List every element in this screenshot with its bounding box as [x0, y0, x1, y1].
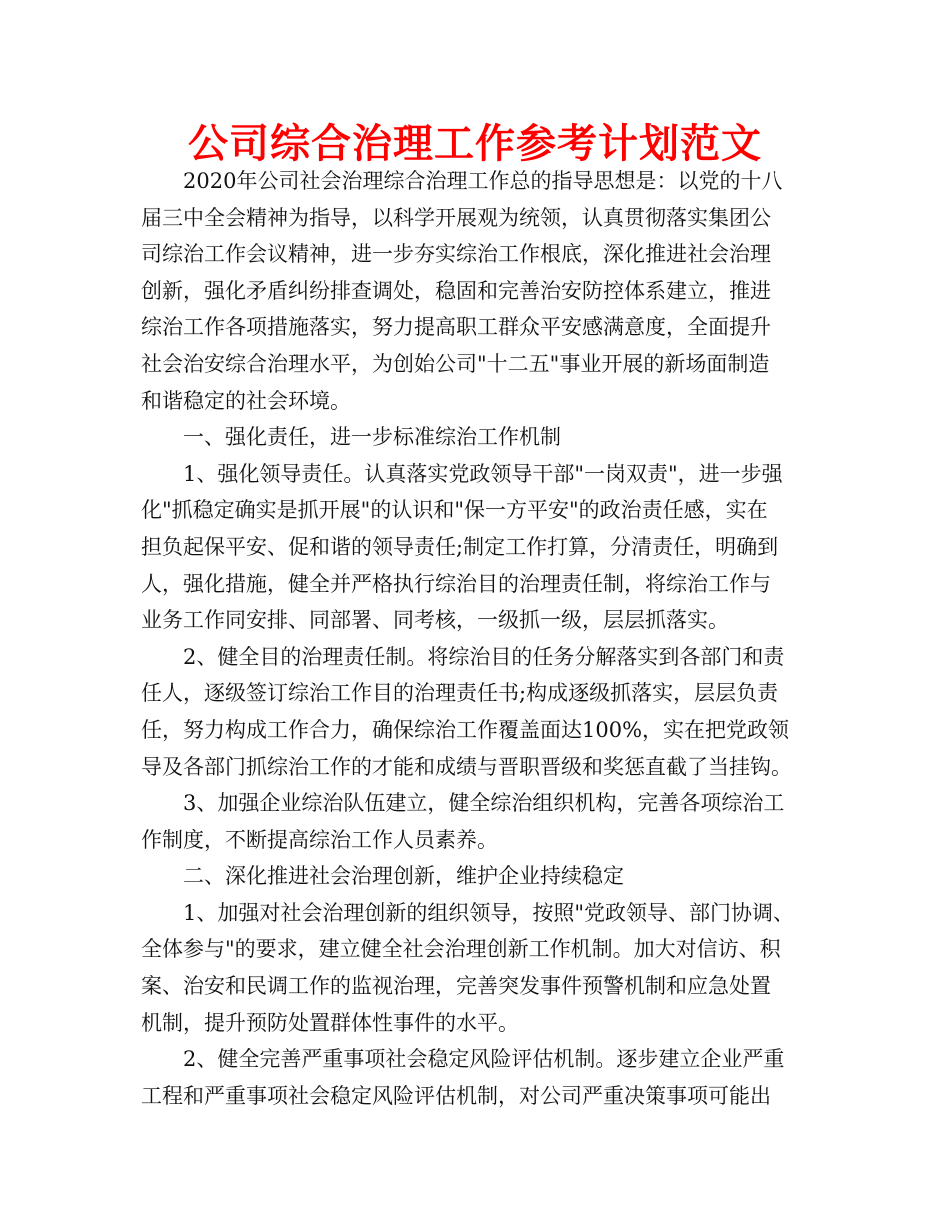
- paragraph-line: 导及各部门抓综治工作的才能和成绩与晋职晋级和奖惩直截了当挂钩。: [141, 754, 792, 779]
- document-title: 公司综合治理工作参考计划范文: [188, 121, 762, 167]
- paragraph-line: 人，强化措施，健全并严格执行综治目的治理责任制，将综治工作与: [141, 571, 771, 596]
- paragraph-line: 任人，逐级签订综治工作目的治理责任书;构成逐级抓落实，层层负责: [141, 681, 779, 706]
- paragraph-line: 2、健全完善严重事项社会稳定风险评估机制。逐步建立企业严重: [183, 1047, 785, 1072]
- paragraph-line: 届三中全会精神为指导，以科学开展观为统领，认真贯彻落实集团公: [141, 205, 771, 230]
- paragraph-line: 2、健全目的治理责任制。将综治目的任务分解落实到各部门和责: [183, 644, 785, 669]
- paragraph-line: 作制度，不断提高综治工作人员素养。: [141, 827, 498, 852]
- paragraph-line: 全体参与"的要求，建立健全社会治理创新工作机制。加大对信访、积: [141, 937, 781, 962]
- paragraph-line: 和谐稳定的社会环境。: [141, 388, 351, 413]
- paragraph-line: 担负起保平安、促和谐的领导责任;制定工作打算，分清责任，明确到: [141, 534, 779, 559]
- paragraph-line: 创新，强化矛盾纠纷排查调处，稳固和完善治安防控体系建立，推进: [141, 278, 771, 303]
- paragraph-line: 3、加强企业综治队伍建立，健全综治组织机构，完善各项综治工: [183, 791, 785, 816]
- paragraph-line: 2020年公司社会治理综合治理工作总的指导思想是：以党的十八: [183, 169, 783, 193]
- paragraph-line: 1、加强对社会治理创新的组织领导，按照"党政领导、部门协调、: [183, 900, 795, 925]
- paragraph-line: 任，努力构成工作合力，确保综治工作覆盖面达100%，实在把党政领: [141, 717, 790, 742]
- paragraph-line: 化"抓稳定确实是抓开展"的认识和"保一方平安"的政治责任感，实在: [141, 498, 768, 523]
- section-heading: 一、强化责任，进一步标准综治工作机制: [183, 425, 561, 450]
- paragraph-line: 综治工作各项措施落实，努力提高职工群众平安感满意度，全面提升: [141, 315, 771, 340]
- document-body: [141, 163, 807, 1114]
- paragraph-line: 案、治安和民调工作的监视治理，完善突发事件预警机制和应急处置: [141, 974, 771, 999]
- paragraph-line: 1、强化领导责任。认真落实党政领导干部"一岗双责"，进一步强: [183, 461, 783, 486]
- paragraph-line: 工程和严重事项社会稳定风险评估机制，对公司严重决策事项可能出: [141, 1083, 771, 1108]
- paragraph-line: 机制，提升预防处置群体性事件的水平。: [141, 1010, 519, 1035]
- paragraph-line: 业务工作同安排、同部署、同考核，一级抓一级，层层抓落实。: [141, 608, 729, 633]
- paragraph-line: 司综治工作会议精神，进一步夯实综治工作根底，深化推进社会治理: [141, 242, 771, 267]
- section-heading: 二、深化推进社会治理创新，维护企业持续稳定: [183, 864, 624, 889]
- paragraph-line: 社会治安综合治理水平，为创始公司"十二五"事业开展的新场面制造: [141, 351, 770, 376]
